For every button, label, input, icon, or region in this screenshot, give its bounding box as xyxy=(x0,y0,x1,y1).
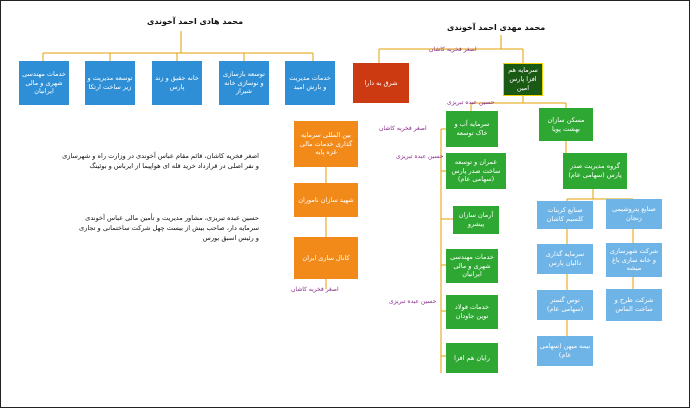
green-right-2: گروه مدیریت صدر پارس (سهامی عام) xyxy=(563,153,627,189)
orange-company-3: کانال سازی ایران xyxy=(294,237,358,279)
blue-right-3: توس گستر (سهامی عام) xyxy=(537,290,593,320)
left-company-1: خدمات مهندسی شهری و مالی ایرانیان xyxy=(19,61,69,105)
note-tabrizi-line-2: سرمایه دار، صاحب بیش از بیست چهل شرکت ساختمانی و تجاری xyxy=(79,224,259,233)
right-person-title: محمد مهدی احمد آخوندی xyxy=(447,23,546,32)
blue-right-4: بیمه میهن (سهامی عام) xyxy=(537,336,593,366)
blue-right-1: صنایع کربنات کلسیم کاشان xyxy=(537,201,593,229)
label-bottom-2: حسین عبده تبریزی xyxy=(389,298,437,305)
red-company-box: شرق به دارا xyxy=(353,63,409,103)
green-mid-5: خدمات فولاد نوین جاودان xyxy=(446,295,498,329)
green-mid-4: خدمات مهندسی شهری و مالی ایرانیان xyxy=(446,249,498,283)
note-kashani xyxy=(0,151,259,171)
note-tabrizi-line-3: و رئیس اسبق بورس xyxy=(202,234,259,243)
left-company-3: خانه حقیق و زند پارس xyxy=(152,61,202,105)
left-company-4: توسعه بازسازی و نوسازی خانه شیراز xyxy=(219,61,269,105)
label-mid-1: اصغر فخریه کاشان xyxy=(379,125,427,132)
note-tabrizi-line-1: حسین عبده تبریزی، مشاور مدیریت و تأمین مالی عباس آخوندی xyxy=(85,214,259,222)
green-mid-6: رایان هم افزا xyxy=(446,343,498,373)
blue-right-5: صنایع پتروشیمی زنجان xyxy=(606,199,662,229)
green-right-1: مسکن سازان بهشت پویا xyxy=(539,108,593,141)
green-mid-2: عمران و توسعه ساخت صدر پارس (سهامی عام) xyxy=(446,153,506,189)
blue-right-6: شرکت شهرسازی و خانه سازی باغ میشه xyxy=(606,243,662,277)
green-mid-1: سرمایه آب و خاک توسعه xyxy=(446,111,498,147)
label-mid-2: حسین عبده تبریزی xyxy=(396,153,444,160)
note-tabrizi xyxy=(0,213,259,244)
dark-holding-box: سرمایه هم افزا پارس امین xyxy=(503,63,543,96)
note-kashani-line-2: و نفر اصلی در قرارداد خرید قله ای هواپیما از ایرباس و بوئینگ xyxy=(89,162,259,171)
note-kashani-line-1: اصغر فخریه کاشان، قائم مقام عباس آخوندی در وزارت راه و شهرسازی xyxy=(62,152,259,160)
label-bottom-1: اصغر فخریه کاشان xyxy=(291,286,339,293)
left-company-5: خدمات مدیریت و بارش امید xyxy=(285,61,335,105)
orange-company-2: شهید سازان ناموران xyxy=(294,183,358,217)
left-company-2: توسعه مدیریت و زیر ساخت ارتکا xyxy=(85,61,135,105)
green-mid-3: آرمان سازان پیشرو xyxy=(453,206,499,234)
label-top-2: حسین عبده تبریزی xyxy=(447,99,495,106)
blue-right-2: سرمایه گذاری دالیان پارس xyxy=(537,244,593,274)
left-person-title: محمد هادی احمد آخوندی xyxy=(147,17,244,26)
blue-right-7: شرکت طرح و ساخت الماس xyxy=(606,289,662,321)
orange-company-1: بین المللی سرمایه گذاری خدمات مالی غزه پایه xyxy=(294,121,358,167)
label-top-1: اصغر فخریه کاشان xyxy=(429,46,477,53)
